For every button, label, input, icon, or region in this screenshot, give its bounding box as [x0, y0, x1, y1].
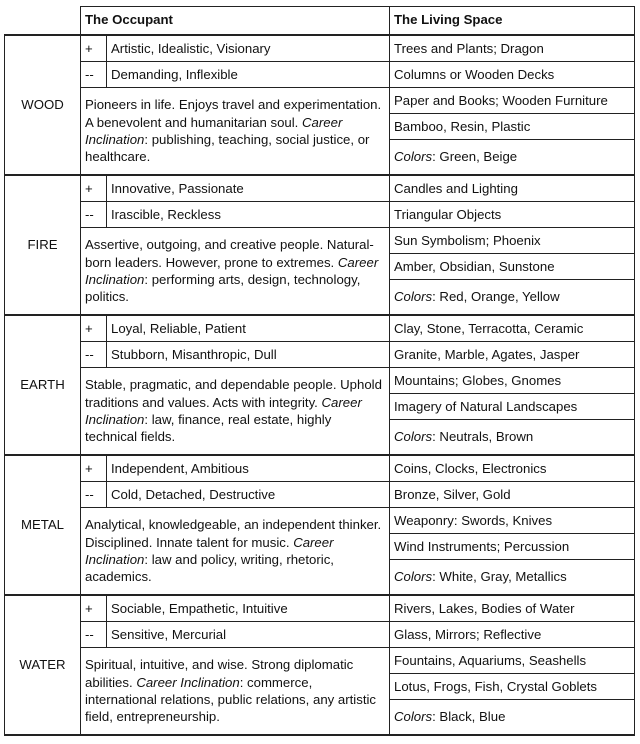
description-text: Spiritual, intuitive, and wise. Strong diplomatic abilities. — [85, 657, 354, 690]
element-group-wood — [5, 35, 635, 175]
colors-label: Colors — [394, 289, 433, 305]
occupant-description — [81, 648, 390, 736]
table-row — [5, 35, 635, 62]
career-text: : commerce, international relations, public relations, any artistic field, entrepreneurship. — [85, 674, 377, 725]
career-text: : performing arts, design, technology, politics. — [85, 272, 361, 305]
corner-header — [5, 7, 81, 36]
colors-value: : Green, Beige — [432, 149, 518, 165]
table-row — [5, 62, 635, 88]
colors-cell — [390, 280, 635, 316]
positive-sign: + — [81, 595, 107, 622]
living-space-item: Rivers, Lakes, Bodies of Water — [390, 595, 635, 622]
occupant-description — [81, 508, 390, 596]
living-space-item: Wind Instruments; Percussion — [390, 534, 635, 560]
career-label: Career Inclination — [85, 534, 334, 567]
element-group-fire — [5, 175, 635, 315]
occupant-description — [81, 368, 390, 456]
description-text: Analytical, knowledgeable, an independent thinker. Disciplined. Innate talent for music. — [85, 517, 382, 550]
negative-sign: -- — [81, 622, 107, 648]
living-space-item: Weaponry: Swords, Knives — [390, 508, 635, 534]
table-row — [5, 88, 635, 114]
living-space-item: Triangular Objects — [390, 202, 635, 228]
negative-traits: Stubborn, Misanthropic, Dull — [107, 342, 390, 368]
living-space-item: Granite, Marble, Agates, Jasper — [390, 342, 635, 368]
living-space-item: Imagery of Natural Landscapes — [390, 394, 635, 420]
colors-value: : Red, Orange, Yellow — [432, 289, 560, 305]
career-label: Career Inclination — [85, 394, 362, 427]
description-text: Stable, pragmatic, and dependable people. Uphold traditions and values. Acts with integrity. — [85, 377, 382, 410]
table-row — [5, 342, 635, 368]
negative-traits: Cold, Detached, Destructive — [107, 482, 390, 508]
colors-label: Colors — [394, 709, 433, 725]
table-row — [5, 228, 635, 254]
negative-traits: Irascible, Reckless — [107, 202, 390, 228]
negative-sign: -- — [81, 342, 107, 368]
living-space-item: Bronze, Silver, Gold — [390, 482, 635, 508]
table-row — [5, 455, 635, 482]
positive-traits: Loyal, Reliable, Patient — [107, 315, 390, 342]
living-space-item: Glass, Mirrors; Reflective — [390, 622, 635, 648]
career-text: : law, finance, real estate, highly technical fields. — [85, 412, 332, 445]
living-space-item: Coins, Clocks, Electronics — [390, 455, 635, 482]
element-name: METAL — [5, 455, 81, 595]
living-space-item: Fountains, Aquariums, Seashells — [390, 648, 635, 674]
living-space-item: Clay, Stone, Terracotta, Ceramic — [390, 315, 635, 342]
table-row — [5, 622, 635, 648]
occupant-header: The Occupant — [81, 7, 390, 36]
table-row — [5, 648, 635, 674]
living-space-item: Paper and Books; Wooden Furniture — [390, 88, 635, 114]
elements-table — [4, 6, 635, 736]
positive-traits: Sociable, Empathetic, Intuitive — [107, 595, 390, 622]
table-row — [5, 368, 635, 394]
occupant-description — [81, 228, 390, 316]
table-row — [5, 482, 635, 508]
occupant-description — [81, 88, 390, 176]
colors-cell — [390, 560, 635, 596]
living-space-header: The Living Space — [390, 7, 635, 36]
element-group-metal — [5, 455, 635, 595]
negative-traits: Sensitive, Mercurial — [107, 622, 390, 648]
element-name: WATER — [5, 595, 81, 735]
colors-value: : Neutrals, Brown — [432, 429, 534, 445]
negative-sign: -- — [81, 62, 107, 88]
living-space-item: Lotus, Frogs, Fish, Crystal Goblets — [390, 674, 635, 700]
element-group-water — [5, 595, 635, 735]
positive-traits: Independent, Ambitious — [107, 455, 390, 482]
table-row — [5, 175, 635, 202]
colors-label: Colors — [394, 569, 433, 585]
table-row — [5, 508, 635, 534]
positive-sign: + — [81, 455, 107, 482]
living-space-item: Trees and Plants; Dragon — [390, 35, 635, 62]
colors-cell — [390, 700, 635, 736]
career-label: Career Inclination — [85, 254, 379, 287]
colors-value: : White, Gray, Metallics — [432, 569, 567, 585]
colors-cell — [390, 420, 635, 456]
living-space-item: Mountains; Globes, Gnomes — [390, 368, 635, 394]
table-row — [5, 315, 635, 342]
colors-label: Colors — [394, 149, 433, 165]
header-row — [5, 7, 635, 36]
negative-sign: -- — [81, 202, 107, 228]
living-space-item: Bamboo, Resin, Plastic — [390, 114, 635, 140]
description-text: Assertive, outgoing, and creative people. Natural-born leaders. However, prone to extremes. — [85, 237, 374, 270]
colors-cell — [390, 140, 635, 176]
career-label: Career Inclination — [136, 674, 240, 690]
negative-traits: Demanding, Inflexible — [107, 62, 390, 88]
positive-traits: Artistic, Idealistic, Visionary — [107, 35, 390, 62]
colors-label: Colors — [394, 429, 433, 445]
career-text: : law and policy, writing, rhetoric, academics. — [85, 552, 334, 585]
element-name: EARTH — [5, 315, 81, 455]
living-space-item: Candles and Lighting — [390, 175, 635, 202]
negative-sign: -- — [81, 482, 107, 508]
element-name: FIRE — [5, 175, 81, 315]
positive-traits: Innovative, Passionate — [107, 175, 390, 202]
living-space-item: Columns or Wooden Decks — [390, 62, 635, 88]
career-label: Career Inclination — [85, 114, 343, 147]
living-space-item: Amber, Obsidian, Sunstone — [390, 254, 635, 280]
table-row — [5, 202, 635, 228]
living-space-item: Sun Symbolism; Phoenix — [390, 228, 635, 254]
positive-sign: + — [81, 315, 107, 342]
description-text: Pioneers in life. Enjoys travel and experimentation. A benevolent and humanitarian soul. — [85, 97, 382, 130]
positive-sign: + — [81, 175, 107, 202]
element-name: WOOD — [5, 35, 81, 175]
element-group-earth — [5, 315, 635, 455]
table-row — [5, 595, 635, 622]
colors-value: : Black, Blue — [432, 709, 506, 725]
career-text: : publishing, teaching, social justice, or healthcare. — [85, 132, 370, 165]
positive-sign: + — [81, 35, 107, 62]
